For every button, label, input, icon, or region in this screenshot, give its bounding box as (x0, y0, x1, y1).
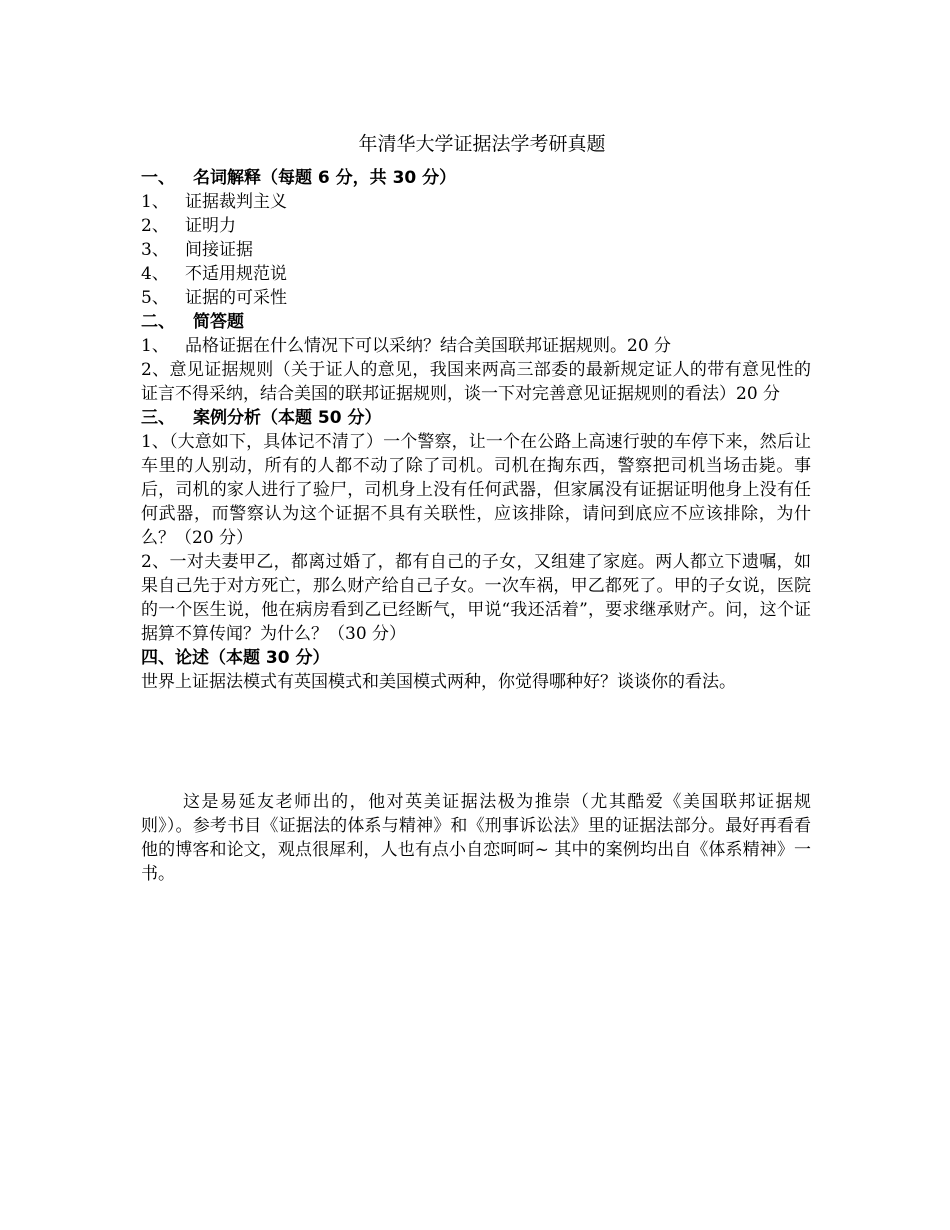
section-number: 三、 (141, 408, 175, 428)
section-heading-3 (141, 406, 811, 430)
term-item-1: 1、 证据裁判主义 (141, 192, 287, 212)
section-title: 名词解释（每题 6 分，共 30 分） (193, 168, 457, 188)
essay-question: 世界上证据法模式有英国模式和美国模式两种，你觉得哪种好？谈谈你的看法。 (141, 672, 736, 692)
short-answer-item-1: 1、 品格证据在什么情况下可以采纳？结合美国联邦证据规则。20 分 (141, 336, 672, 356)
term-item-4: 4、 不适用规范说 (141, 264, 287, 284)
section-heading-1 (141, 166, 811, 190)
section-number: 二、 (141, 312, 175, 332)
section-title: 简答题 (193, 312, 244, 332)
author-note: 这是易延友老师出的，他对英美证据法极为推崇（尤其酷爱《美国联邦证据规则》）。参考书目《证据法的体系与精神》和《刑事诉讼法》里的证据法部分。最好再看看他的博客和论文，观点很犀利，人也有点小自恋呵呵~ 其中的案例均出自《体系精神》一书。 (141, 792, 811, 884)
section-title: 论述（本题 30 分） (175, 648, 330, 668)
term-item-2: 2、 证明力 (141, 216, 236, 236)
section-number: 四、 (141, 648, 175, 668)
short-answer-item-2: 2、意见证据规则（关于证人的意见，我国来两高三部委的最新规定证人的带有意见性的证言不得采纳，结合美国的联邦证据规则，谈一下对完善意见证据规则的看法）20 分 (141, 360, 811, 404)
document-title: 年清华大学证据法学考研真题 (358, 133, 606, 155)
term-item-3: 3、 间接证据 (141, 240, 253, 260)
term-item-5: 5、 证据的可采性 (141, 288, 287, 308)
section-heading-4 (141, 646, 811, 670)
case-item-2: 2、一对夫妻甲乙，都离过婚了，都有自己的子女，又组建了家庭。两人都立下遗嘱，如果自己先于对方死亡，那么财产给自己子女。一次车祸，甲乙都死了。甲的子女说，医院的一个医生说，他在病房看到乙已经断气，甲说“我还活着”，要求继承财产。问，这个证据算不算传闻？为什么？（30 分） (141, 552, 811, 644)
case-item-1: 1、（大意如下，具体记不清了）一个警察，让一个在公路上高速行驶的车停下来，然后让车里的人别动，所有的人都不动了除了司机。司机在掏东西，警察把司机当场击毙。事后，司机的家人进行了验尸，司机身上没有任何武器，但家属没有证据证明他身上没有任何武器，而警察认为这个证据不具有关联性，应该排除，请问到底应不应该排除，为什么？（20 分） (141, 432, 811, 548)
document-page (141, 128, 811, 886)
section-heading-2 (141, 310, 811, 334)
section-title: 案例分析（本题 50 分） (193, 408, 382, 428)
section-number: 一、 (141, 168, 175, 188)
